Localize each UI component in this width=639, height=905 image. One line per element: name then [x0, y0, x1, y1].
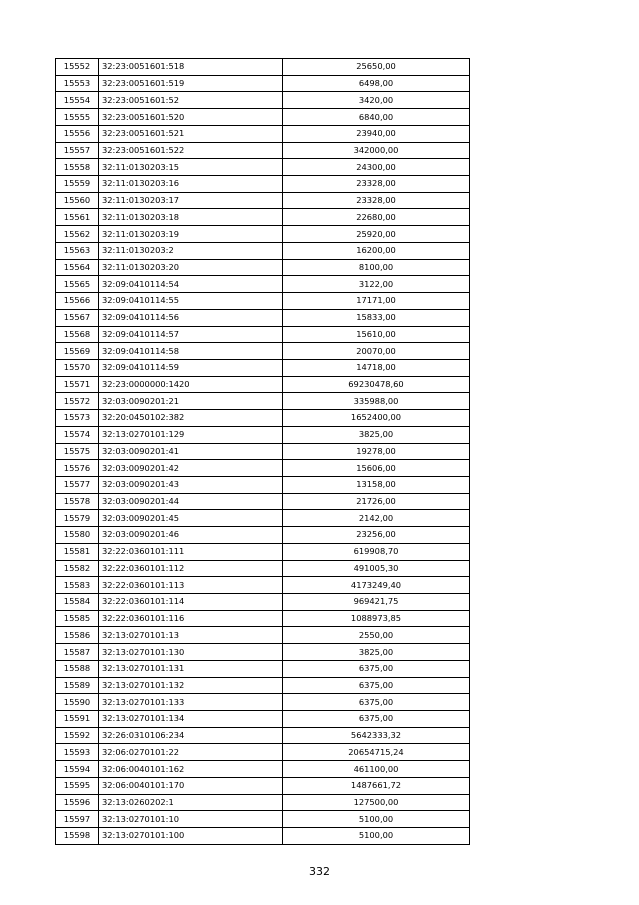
row-number-cell: 15558: [56, 159, 99, 176]
table-row: [56, 176, 470, 193]
row-number-cell: 15562: [56, 226, 99, 243]
cadastral-value-cell: 6375,00: [283, 660, 470, 677]
cadastral-value-cell: 5642333,32: [283, 727, 470, 744]
cadastral-value-cell: 5100,00: [283, 811, 470, 828]
cadastral-number-cell: 32:09:0410114:55: [99, 293, 283, 310]
table-row: [56, 92, 470, 109]
table-row: [56, 276, 470, 293]
cadastral-value-cell: 335988,00: [283, 393, 470, 410]
row-number-cell: 15598: [56, 828, 99, 845]
cadastral-number-cell: 32:09:0410114:58: [99, 343, 283, 360]
cadastral-number-cell: 32:06:0040101:162: [99, 761, 283, 778]
cadastral-number-cell: 32:03:0090201:41: [99, 443, 283, 460]
cadastral-number-cell: 32:13:0270101:132: [99, 677, 283, 694]
cadastral-number-cell: 32:03:0090201:46: [99, 527, 283, 544]
cadastral-number-cell: 32:11:0130203:2: [99, 242, 283, 259]
table-row: [56, 59, 470, 76]
table-row: [56, 109, 470, 126]
table-row: [56, 125, 470, 142]
cadastral-number-cell: 32:11:0130203:19: [99, 226, 283, 243]
cadastral-value-cell: 14718,00: [283, 359, 470, 376]
row-number-cell: 15568: [56, 326, 99, 343]
cadastral-value-cell: 13158,00: [283, 476, 470, 493]
table-row: [56, 677, 470, 694]
cadastral-number-cell: 32:06:0040101:170: [99, 777, 283, 794]
table-row: [56, 577, 470, 594]
cadastral-value-cell: 20654715,24: [283, 744, 470, 761]
table-row: [56, 594, 470, 611]
row-number-cell: 15577: [56, 476, 99, 493]
cadastral-value-cell: 3420,00: [283, 92, 470, 109]
table-row: [56, 660, 470, 677]
cadastral-value-cell: 15833,00: [283, 309, 470, 326]
row-number-cell: 15590: [56, 694, 99, 711]
cadastral-number-cell: 32:13:0270101:134: [99, 711, 283, 728]
row-number-cell: 15567: [56, 309, 99, 326]
table-row: [56, 761, 470, 778]
cadastral-value-table: [55, 58, 470, 845]
table-row: [56, 744, 470, 761]
row-number-cell: 15563: [56, 242, 99, 259]
table-row: [56, 476, 470, 493]
cadastral-value-cell: 1487661,72: [283, 777, 470, 794]
cadastral-number-cell: 32:11:0130203:17: [99, 192, 283, 209]
cadastral-number-cell: 32:13:0270101:10: [99, 811, 283, 828]
row-number-cell: 15575: [56, 443, 99, 460]
cadastral-value-cell: 25920,00: [283, 226, 470, 243]
cadastral-number-cell: 32:22:0360101:114: [99, 594, 283, 611]
row-number-cell: 15589: [56, 677, 99, 694]
cadastral-number-cell: 32:13:0270101:130: [99, 644, 283, 661]
table-row: [56, 543, 470, 560]
cadastral-number-cell: 32:06:0270101:22: [99, 744, 283, 761]
cadastral-value-cell: 4173249,40: [283, 577, 470, 594]
cadastral-number-cell: 32:03:0090201:45: [99, 510, 283, 527]
cadastral-value-cell: 16200,00: [283, 242, 470, 259]
cadastral-value-cell: 21726,00: [283, 493, 470, 510]
table-row: [56, 694, 470, 711]
table-row: [56, 259, 470, 276]
row-number-cell: 15559: [56, 176, 99, 193]
table-row: [56, 209, 470, 226]
row-number-cell: 15573: [56, 410, 99, 427]
table-row: [56, 493, 470, 510]
cadastral-number-cell: 32:22:0360101:116: [99, 610, 283, 627]
table-row: [56, 627, 470, 644]
row-number-cell: 15574: [56, 426, 99, 443]
table-row: [56, 293, 470, 310]
table-row: [56, 226, 470, 243]
cadastral-number-cell: 32:09:0410114:57: [99, 326, 283, 343]
cadastral-value-cell: 23328,00: [283, 192, 470, 209]
cadastral-number-cell: 32:03:0090201:21: [99, 393, 283, 410]
cadastral-number-cell: 32:11:0130203:16: [99, 176, 283, 193]
row-number-cell: 15582: [56, 560, 99, 577]
table-row: [56, 527, 470, 544]
cadastral-value-cell: 342000,00: [283, 142, 470, 159]
cadastral-value-cell: 2142,00: [283, 510, 470, 527]
cadastral-value-cell: 19278,00: [283, 443, 470, 460]
table-row: [56, 510, 470, 527]
cadastral-number-cell: 32:11:0130203:20: [99, 259, 283, 276]
cadastral-number-cell: 32:13:0270101:13: [99, 627, 283, 644]
cadastral-value-cell: 1652400,00: [283, 410, 470, 427]
table-row: [56, 794, 470, 811]
table-row: [56, 309, 470, 326]
cadastral-value-cell: 8100,00: [283, 259, 470, 276]
table-row: [56, 393, 470, 410]
row-number-cell: 15572: [56, 393, 99, 410]
cadastral-number-cell: 32:13:0260202:1: [99, 794, 283, 811]
cadastral-number-cell: 32:11:0130203:15: [99, 159, 283, 176]
cadastral-number-cell: 32:03:0090201:43: [99, 476, 283, 493]
cadastral-value-cell: 5100,00: [283, 828, 470, 845]
row-number-cell: 15564: [56, 259, 99, 276]
row-number-cell: 15596: [56, 794, 99, 811]
table-row: [56, 811, 470, 828]
cadastral-value-cell: 491005,30: [283, 560, 470, 577]
cadastral-number-cell: 32:23:0000000:1420: [99, 376, 283, 393]
cadastral-value-cell: 22680,00: [283, 209, 470, 226]
cadastral-number-cell: 32:09:0410114:59: [99, 359, 283, 376]
cadastral-number-cell: 32:11:0130203:18: [99, 209, 283, 226]
row-number-cell: 15585: [56, 610, 99, 627]
page-number: 332: [309, 865, 330, 878]
table-row: [56, 192, 470, 209]
cadastral-value-cell: 15610,00: [283, 326, 470, 343]
cadastral-number-cell: 32:13:0270101:133: [99, 694, 283, 711]
cadastral-value-cell: 20070,00: [283, 343, 470, 360]
cadastral-number-cell: 32:20:0450102:382: [99, 410, 283, 427]
cadastral-value-cell: 24300,00: [283, 159, 470, 176]
table-row: [56, 560, 470, 577]
table-row: [56, 610, 470, 627]
table-row: [56, 777, 470, 794]
row-number-cell: 15586: [56, 627, 99, 644]
cadastral-value-cell: 23940,00: [283, 125, 470, 142]
table-row: [56, 711, 470, 728]
cadastral-value-cell: 619908,70: [283, 543, 470, 560]
cadastral-value-cell: 969421,75: [283, 594, 470, 611]
cadastral-value-cell: 2550,00: [283, 627, 470, 644]
row-number-cell: 15565: [56, 276, 99, 293]
cadastral-value-cell: 15606,00: [283, 460, 470, 477]
table-row: [56, 426, 470, 443]
cadastral-number-cell: 32:22:0360101:111: [99, 543, 283, 560]
row-number-cell: 15571: [56, 376, 99, 393]
row-number-cell: 15584: [56, 594, 99, 611]
table-row: [56, 326, 470, 343]
cadastral-number-cell: 32:23:0051601:520: [99, 109, 283, 126]
cadastral-number-cell: 32:03:0090201:44: [99, 493, 283, 510]
cadastral-value-cell: 23256,00: [283, 527, 470, 544]
cadastral-value-cell: 461100,00: [283, 761, 470, 778]
table-row: [56, 727, 470, 744]
row-number-cell: 15592: [56, 727, 99, 744]
cadastral-number-cell: 32:09:0410114:56: [99, 309, 283, 326]
cadastral-number-cell: 32:13:0270101:129: [99, 426, 283, 443]
row-number-cell: 15576: [56, 460, 99, 477]
cadastral-value-cell: 127500,00: [283, 794, 470, 811]
row-number-cell: 15569: [56, 343, 99, 360]
row-number-cell: 15591: [56, 711, 99, 728]
table-row: [56, 828, 470, 845]
row-number-cell: 15552: [56, 59, 99, 76]
cadastral-number-cell: 32:23:0051601:521: [99, 125, 283, 142]
cadastral-value-cell: 6840,00: [283, 109, 470, 126]
table-body: [56, 59, 470, 845]
row-number-cell: 15587: [56, 644, 99, 661]
row-number-cell: 15597: [56, 811, 99, 828]
table-row: [56, 443, 470, 460]
cadastral-value-cell: 6375,00: [283, 677, 470, 694]
table-row: [56, 410, 470, 427]
table-row: [56, 644, 470, 661]
row-number-cell: 15581: [56, 543, 99, 560]
cadastral-number-cell: 32:13:0270101:100: [99, 828, 283, 845]
row-number-cell: 15583: [56, 577, 99, 594]
cadastral-value-cell: 6375,00: [283, 711, 470, 728]
cadastral-value-cell: 23328,00: [283, 176, 470, 193]
cadastral-value-cell: 6375,00: [283, 694, 470, 711]
table-row: [56, 460, 470, 477]
table-row: [56, 159, 470, 176]
cadastral-number-cell: 32:22:0360101:112: [99, 560, 283, 577]
row-number-cell: 15570: [56, 359, 99, 376]
cadastral-value-cell: 3825,00: [283, 426, 470, 443]
row-number-cell: 15593: [56, 744, 99, 761]
row-number-cell: 15557: [56, 142, 99, 159]
cadastral-value-cell: 3122,00: [283, 276, 470, 293]
cadastral-value-cell: 6498,00: [283, 75, 470, 92]
row-number-cell: 15566: [56, 293, 99, 310]
row-number-cell: 15579: [56, 510, 99, 527]
table-row: [56, 242, 470, 259]
cadastral-value-cell: 17171,00: [283, 293, 470, 310]
cadastral-number-cell: 32:03:0090201:42: [99, 460, 283, 477]
row-number-cell: 15556: [56, 125, 99, 142]
row-number-cell: 15595: [56, 777, 99, 794]
cadastral-number-cell: 32:13:0270101:131: [99, 660, 283, 677]
table-row: [56, 359, 470, 376]
cadastral-value-cell: 25650,00: [283, 59, 470, 76]
cadastral-value-cell: 3825,00: [283, 644, 470, 661]
row-number-cell: 15594: [56, 761, 99, 778]
row-number-cell: 15580: [56, 527, 99, 544]
cadastral-number-cell: 32:26:0310106:234: [99, 727, 283, 744]
cadastral-number-cell: 32:23:0051601:519: [99, 75, 283, 92]
cadastral-value-cell: 69230478,60: [283, 376, 470, 393]
cadastral-number-cell: 32:23:0051601:522: [99, 142, 283, 159]
row-number-cell: 15560: [56, 192, 99, 209]
table-row: [56, 343, 470, 360]
cadastral-value-cell: 1088973,85: [283, 610, 470, 627]
row-number-cell: 15588: [56, 660, 99, 677]
cadastral-number-cell: 32:23:0051601:518: [99, 59, 283, 76]
cadastral-number-cell: 32:22:0360101:113: [99, 577, 283, 594]
row-number-cell: 15555: [56, 109, 99, 126]
table-row: [56, 142, 470, 159]
row-number-cell: 15554: [56, 92, 99, 109]
row-number-cell: 15561: [56, 209, 99, 226]
row-number-cell: 15553: [56, 75, 99, 92]
cadastral-number-cell: 32:23:0051601:52: [99, 92, 283, 109]
table-row: [56, 75, 470, 92]
table-row: [56, 376, 470, 393]
cadastral-number-cell: 32:09:0410114:54: [99, 276, 283, 293]
row-number-cell: 15578: [56, 493, 99, 510]
